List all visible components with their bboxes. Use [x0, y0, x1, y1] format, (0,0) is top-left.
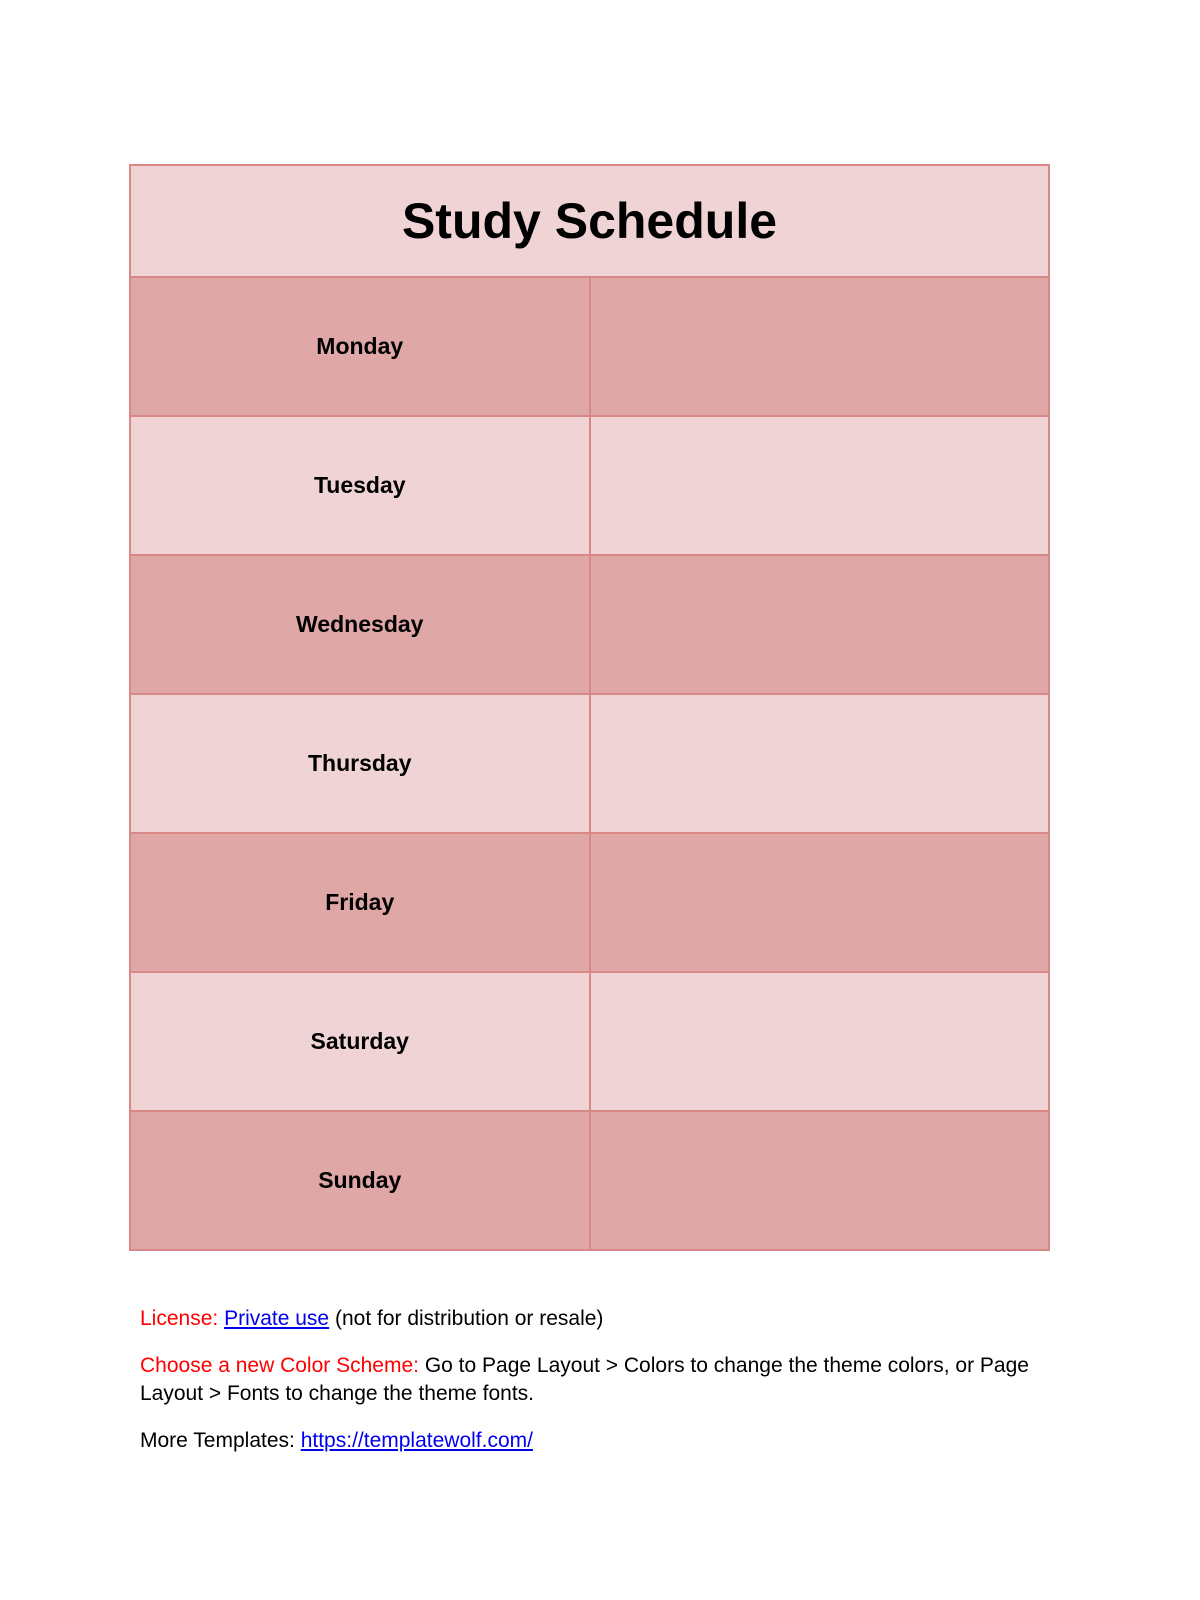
license-label: License: [140, 1307, 219, 1330]
day-row-monday [130, 277, 1049, 416]
day-label: Saturday [130, 972, 590, 1111]
schedule-title: Study Schedule [130, 165, 1049, 277]
day-content-cell[interactable] [590, 1111, 1050, 1250]
day-row-tuesday [130, 416, 1049, 555]
day-label: Thursday [130, 694, 590, 833]
day-content-cell[interactable] [590, 555, 1050, 694]
day-row-saturday [130, 972, 1049, 1111]
day-content-cell[interactable] [590, 416, 1050, 555]
day-content-cell[interactable] [590, 833, 1050, 972]
more-templates-note [140, 1427, 1060, 1455]
more-templates-label: More Templates: [140, 1429, 295, 1452]
day-label: Tuesday [130, 416, 590, 555]
day-row-wednesday [130, 555, 1049, 694]
notes-section [140, 1305, 1060, 1474]
color-scheme-text: Go to Page Layout > Colors to change the theme colors, or Page Layout > Fonts to change the theme fonts. [140, 1354, 1029, 1405]
day-label: Friday [130, 833, 590, 972]
day-label: Monday [130, 277, 590, 416]
day-content-cell[interactable] [590, 972, 1050, 1111]
day-label: Sunday [130, 1111, 590, 1250]
day-row-thursday [130, 694, 1049, 833]
private-use-link[interactable]: Private use [224, 1307, 330, 1330]
study-schedule-table [129, 164, 1050, 1251]
day-content-cell[interactable] [590, 694, 1050, 833]
license-text: (not for distribution or resale) [334, 1307, 604, 1330]
day-content-cell[interactable] [590, 277, 1050, 416]
day-row-sunday [130, 1111, 1049, 1250]
day-label: Wednesday [130, 555, 590, 694]
color-scheme-label: Choose a new Color Scheme: [140, 1354, 419, 1377]
license-note [140, 1305, 1060, 1333]
color-scheme-note [140, 1352, 1060, 1408]
templatewolf-link[interactable]: https://templatewolf.com/ [300, 1429, 533, 1452]
day-row-friday [130, 833, 1049, 972]
